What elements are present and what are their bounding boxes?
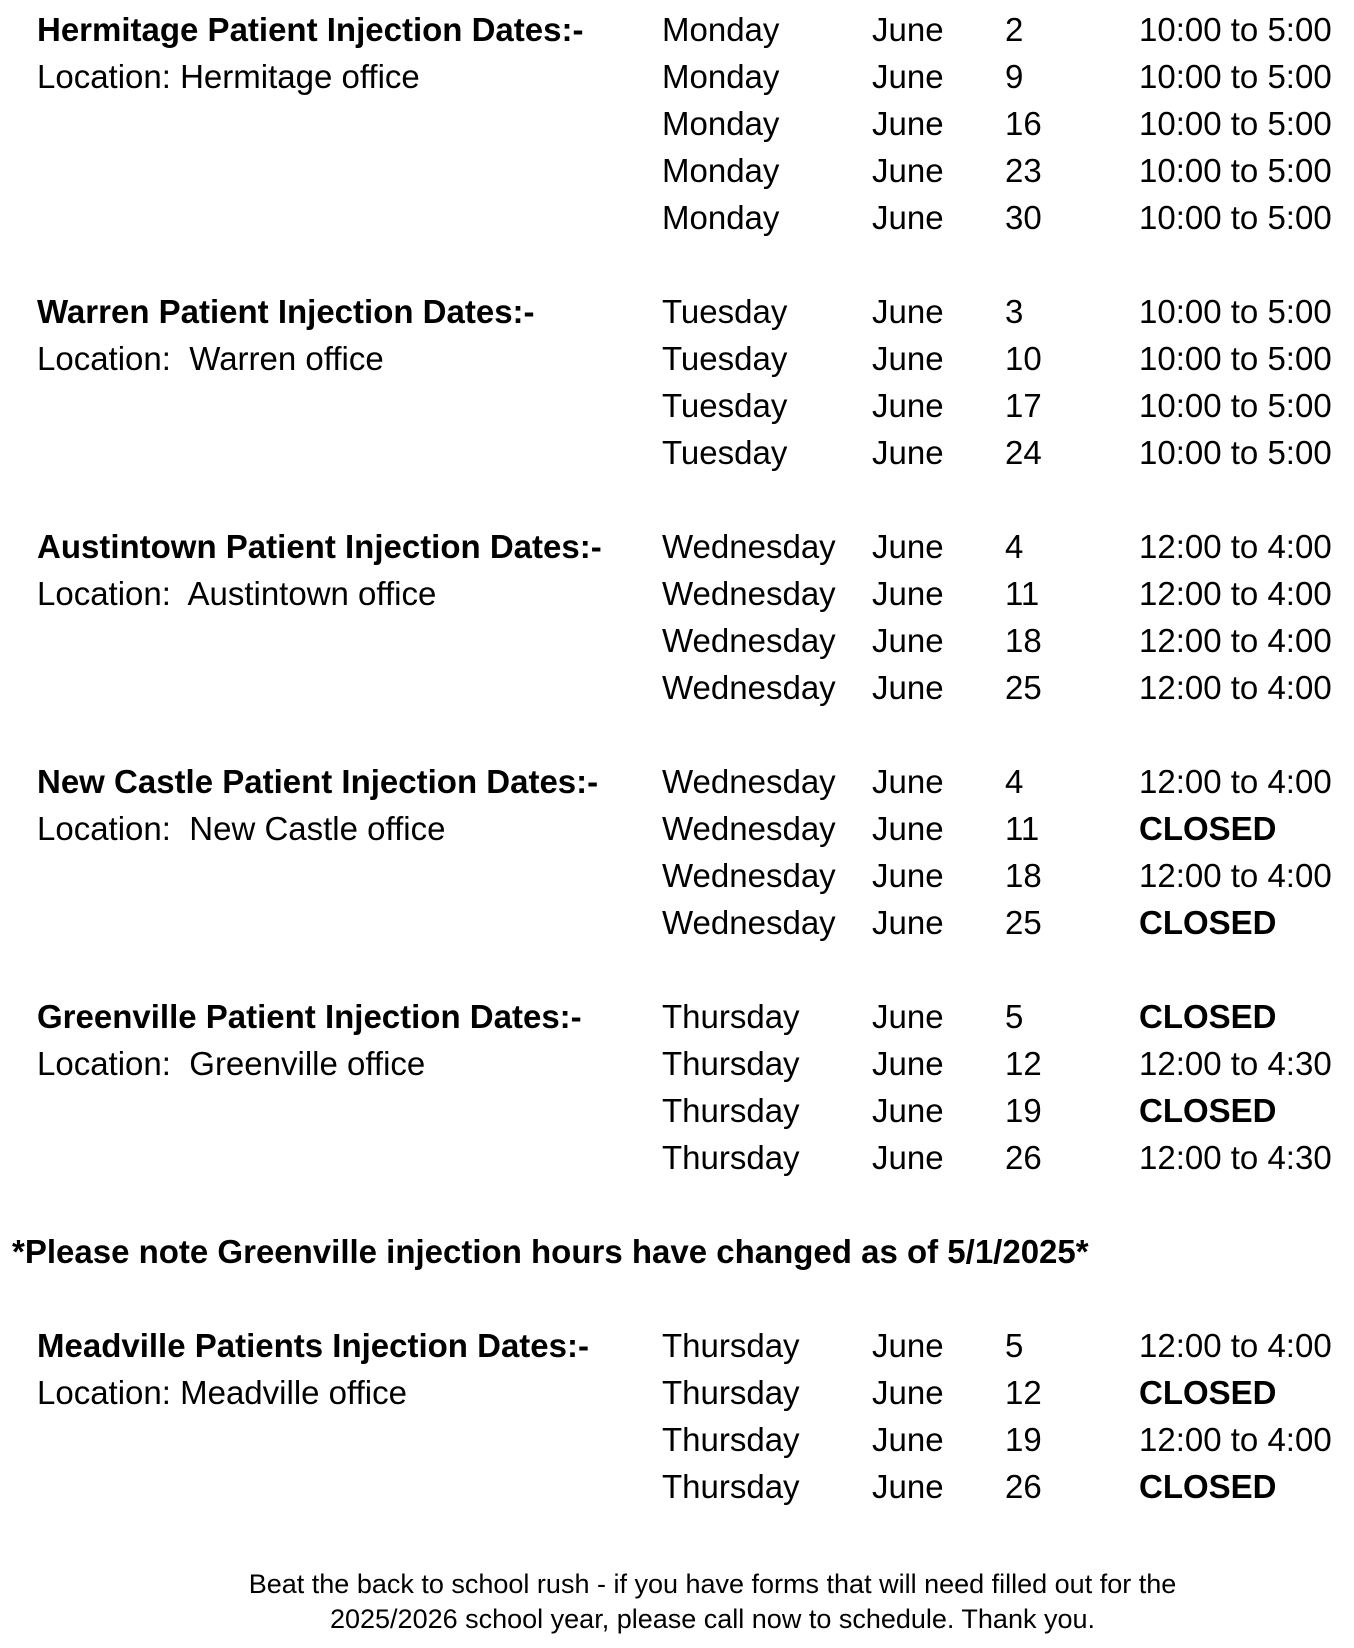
schedule-row [0,335,1354,382]
schedule-day: Thursday [662,1092,800,1129]
schedule-month: June [872,340,944,377]
schedule-date: 19 [1005,1421,1042,1458]
schedule-time: CLOSED [1139,1092,1277,1129]
schedule-time: 10:00 to 5:00 [1139,434,1332,471]
schedule-rows [0,288,1354,476]
footer-line-1: Beat the back to school rush - if you have forms that will need filled out for the [248,1569,1177,1599]
schedule-day: Wednesday [662,904,836,941]
schedule-day: Tuesday [662,387,788,424]
schedule-date: 25 [1005,669,1042,706]
schedule-date: 17 [1005,387,1042,424]
schedule-row [0,1416,1354,1463]
schedule-rows [0,993,1354,1181]
schedule-row [0,664,1354,711]
schedule-row [0,100,1354,147]
schedule-time: 10:00 to 5:00 [1139,340,1332,377]
schedule-date: 16 [1005,105,1042,142]
schedule-time: 12:00 to 4:30 [1139,1045,1332,1082]
schedule-month: June [872,293,944,330]
schedule-month: June [872,1374,944,1411]
schedule-row [0,523,1354,570]
schedule-time: 10:00 to 5:00 [1139,152,1332,189]
schedule-time: 12:00 to 4:30 [1139,1139,1332,1176]
footer-line-2: 2025/2026 school year, please call now to schedule. Thank you. [329,1604,1096,1634]
schedule-month: June [872,904,944,941]
schedule-date: 12 [1005,1374,1042,1411]
schedule-day: Tuesday [662,340,788,377]
schedule-day: Tuesday [662,293,788,330]
schedule-day: Tuesday [662,434,788,471]
schedule-row [0,6,1354,53]
schedule-time: 10:00 to 5:00 [1139,387,1332,424]
schedule-month: June [872,669,944,706]
schedule-date: 26 [1005,1139,1042,1176]
section-location: Location: Warren office [37,340,384,377]
schedule-row [0,53,1354,100]
section-location: Location: Meadville office [37,1374,407,1411]
schedule-month: June [872,575,944,612]
schedule-day: Thursday [662,1327,800,1364]
schedule-month: June [872,434,944,471]
schedule-month: June [872,152,944,189]
schedule-month: June [872,105,944,142]
schedule-day: Monday [662,105,780,142]
schedule-time: CLOSED [1139,998,1277,1035]
section-heading: New Castle Patient Injection Dates:- [37,763,599,800]
schedule-row [0,1087,1354,1134]
schedule-day: Wednesday [662,763,836,800]
schedule-month: June [872,11,944,48]
schedule-time: 12:00 to 4:00 [1139,528,1332,565]
schedule-date: 9 [1005,58,1024,95]
schedule-day: Monday [662,11,780,48]
schedule-month: June [872,810,944,847]
schedule-day: Wednesday [662,669,836,706]
schedule-day: Wednesday [662,575,836,612]
section-heading: Warren Patient Injection Dates:- [37,293,535,330]
section-location: Location: Greenville office [37,1045,426,1082]
schedule-day: Wednesday [662,528,836,565]
schedule-time: 12:00 to 4:00 [1139,575,1332,612]
section-heading: Greenville Patient Injection Dates:- [37,998,582,1035]
schedule-row [0,194,1354,241]
schedule-month: June [872,58,944,95]
schedule-time: 12:00 to 4:00 [1139,1421,1332,1458]
schedule-row [0,993,1354,1040]
schedule-day: Thursday [662,1421,800,1458]
schedule-month: June [872,622,944,659]
schedule-time: CLOSED [1139,810,1277,847]
schedule-row [0,617,1354,664]
schedule-day: Thursday [662,998,800,1035]
schedule-day: Monday [662,199,780,236]
schedule-rows [0,1322,1354,1510]
schedule-date: 3 [1005,293,1024,330]
section-heading: Hermitage Patient Injection Dates:- [37,11,584,48]
schedule-day: Monday [662,58,780,95]
schedule-date: 11 [1005,810,1040,847]
schedule-row [0,1369,1354,1416]
schedule-time: 10:00 to 5:00 [1139,199,1332,236]
schedule-row [0,288,1354,335]
schedule-rows [0,758,1354,946]
schedule-row [0,429,1354,476]
schedule-time: 10:00 to 5:00 [1139,105,1332,142]
schedule-date: 25 [1005,904,1042,941]
schedule-month: June [872,528,944,565]
schedule-month: June [872,387,944,424]
schedule-month: June [872,1468,944,1505]
section-heading: Austintown Patient Injection Dates:- [37,528,602,565]
schedule-row [0,852,1354,899]
schedule-date: 5 [1005,998,1024,1035]
schedule-date: 24 [1005,434,1042,471]
schedule-time: 12:00 to 4:00 [1139,857,1332,894]
schedule-row [0,758,1354,805]
schedule-row [0,1134,1354,1181]
schedule-row [0,1040,1354,1087]
section-location: Location: New Castle office [37,810,446,847]
schedule-time: 12:00 to 4:00 [1139,1327,1332,1364]
schedule-row [0,899,1354,946]
schedule-month: June [872,998,944,1035]
schedule-month: June [872,1045,944,1082]
section-location: Location: Hermitage office [37,58,420,95]
schedule-date: 4 [1005,763,1024,800]
schedule-time: CLOSED [1139,1468,1277,1505]
schedule-rows [0,6,1354,241]
schedule-row [0,805,1354,852]
schedule-time: 10:00 to 5:00 [1139,58,1332,95]
schedule-day: Thursday [662,1374,800,1411]
schedule-row [0,570,1354,617]
schedule-day: Monday [662,152,780,189]
schedule-date: 4 [1005,528,1024,565]
schedule-date: 2 [1005,11,1024,48]
schedule-row [0,1463,1354,1510]
schedule-month: June [872,1421,944,1458]
schedule-time: 10:00 to 5:00 [1139,11,1332,48]
schedule-month: June [872,199,944,236]
schedule-day: Thursday [662,1045,800,1082]
schedule-month: June [872,1092,944,1129]
schedule-month: June [872,763,944,800]
schedule-day: Wednesday [662,622,836,659]
schedule-month: June [872,1327,944,1364]
schedule-month: June [872,857,944,894]
schedule-row [0,1322,1354,1369]
schedule-time: 10:00 to 5:00 [1139,293,1332,330]
schedule-date: 11 [1005,575,1040,612]
schedule-day: Wednesday [662,810,836,847]
schedule-row [0,147,1354,194]
schedule-day: Thursday [662,1139,800,1176]
schedule-time: CLOSED [1139,904,1277,941]
schedule-month: June [872,1139,944,1176]
schedule-date: 30 [1005,199,1042,236]
schedule-rows [0,523,1354,711]
schedule-date: 23 [1005,152,1042,189]
schedule-date: 10 [1005,340,1042,377]
schedule-time: 12:00 to 4:00 [1139,669,1332,706]
schedule-date: 5 [1005,1327,1024,1364]
schedule-date: 18 [1005,622,1042,659]
schedule-date: 18 [1005,857,1042,894]
schedule-row [0,382,1354,429]
schedule-date: 26 [1005,1468,1042,1505]
schedule-day: Wednesday [662,857,836,894]
greenville-hours-note: *Please note Greenville injection hours have changed as of 5/1/2025* [12,1233,1089,1270]
schedule-time: 12:00 to 4:00 [1139,763,1332,800]
section-location: Location: Austintown office [37,575,437,612]
schedule-day: Thursday [662,1468,800,1505]
section-heading: Meadville Patients Injection Dates:- [37,1327,589,1364]
schedule-date: 19 [1005,1092,1042,1129]
schedule-date: 12 [1005,1045,1042,1082]
schedule-time: CLOSED [1139,1374,1277,1411]
schedule-time: 12:00 to 4:00 [1139,622,1332,659]
